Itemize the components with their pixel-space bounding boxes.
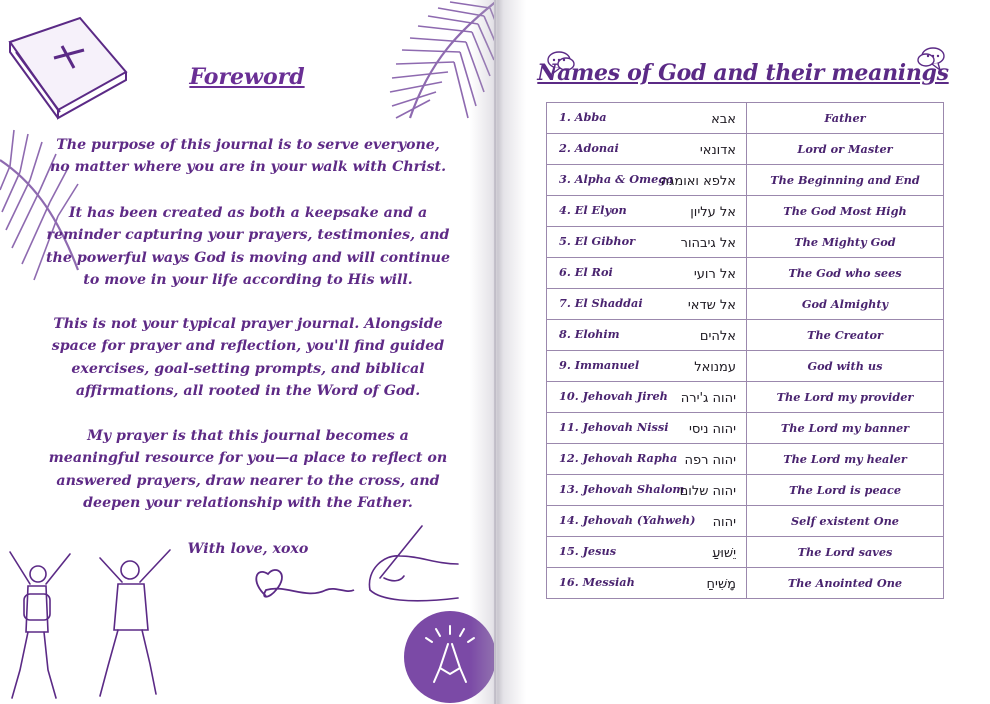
meaning-cell: God with us: [747, 351, 944, 382]
meaning-cell: The Lord saves: [747, 537, 944, 568]
palm-leaf-top-icon: [330, 0, 494, 120]
hebrew-cell: יהוה ג'ירה: [680, 391, 736, 406]
table-row: [547, 289, 944, 320]
name-cell: 16. Messiah: [559, 575, 635, 589]
hebrew-cell: יֵשׁוּעַ: [712, 546, 736, 561]
foreword-paragraph: It has been created as both a keepsake and a reminder capturing your prayers, testimonies, and the powerful ways God is moving and will continue to move in your life according to His will.: [46, 205, 450, 289]
table-row: [547, 475, 944, 506]
name-cell: 14. Jehovah (Yahweh): [559, 513, 696, 527]
table-row: [547, 320, 944, 351]
name-cell: 12. Jehovah Rapha: [559, 451, 678, 465]
meaning-cell: Lord or Master: [747, 134, 944, 165]
table-row: [547, 134, 944, 165]
name-cell: 1. Abba: [559, 110, 607, 124]
name-cell: 8. Elohim: [559, 327, 620, 341]
foreword-paragraph: The purpose of this journal is to serve everyone, no matter where you are in your walk with Christ.: [49, 137, 447, 176]
page-title: Names of God and their meanings: [537, 60, 949, 86]
meaning-cell: The Mighty God: [747, 227, 944, 258]
names-table: [546, 102, 944, 599]
page-title: Foreword: [189, 64, 305, 90]
meaning-cell: The Anointed One: [747, 568, 944, 599]
right-page: [496, 0, 990, 704]
name-cell: 10. Jehovah Jireh: [559, 389, 668, 403]
table-row: [547, 413, 944, 444]
name-cell: 13. Jehovah Shalom: [559, 482, 685, 496]
meaning-cell: The Lord my banner: [747, 413, 944, 444]
hebrew-cell: אל שדאי: [687, 298, 736, 313]
celebrating-people-icon: [0, 540, 190, 704]
table-row: [547, 351, 944, 382]
name-cell: 5. El Gibhor: [559, 234, 636, 248]
left-page: [0, 0, 494, 704]
hebrew-cell: אל רועי: [693, 267, 736, 282]
hebrew-cell: מָשִׁיחַ: [706, 577, 736, 592]
meaning-cell: The Beginning and End: [747, 165, 944, 196]
meaning-cell: God Almighty: [747, 289, 944, 320]
hebrew-cell: אל גיבהור: [680, 236, 736, 251]
meaning-cell: Self existent One: [747, 506, 944, 537]
table-row: [547, 382, 944, 413]
name-cell: 4. El Elyon: [559, 203, 627, 217]
hebrew-cell: אל עליון: [690, 205, 736, 220]
table-row: [547, 227, 944, 258]
foreword-paragraph: My prayer is that this journal becomes a meaningful resource for you—a place to reflect on answered prayers, draw nearer to the cross, and deepen your relationship with the Father.: [48, 428, 448, 512]
name-cell: 2. Adonai: [559, 141, 619, 155]
name-cell: 15. Jesus: [559, 544, 617, 558]
meaning-cell: The God who sees: [747, 258, 944, 289]
table-row: [547, 568, 944, 599]
name-cell: 7. El Shaddai: [559, 296, 643, 310]
hebrew-cell: עמנואל: [694, 360, 736, 375]
hebrew-cell: אלהים: [699, 329, 736, 344]
meaning-cell: The Lord my provider: [747, 382, 944, 413]
hebrew-cell: אדונאי: [699, 143, 736, 158]
name-cell: 3. Alpha & Omega: [559, 172, 674, 186]
signoff: With love, xoxo: [187, 541, 309, 557]
meaning-cell: The Lord is peace: [747, 475, 944, 506]
hebrew-cell: אבא: [711, 112, 736, 127]
table-row: [547, 537, 944, 568]
hebrew-cell: יהוה רפה: [684, 453, 736, 468]
foreword-paragraph: This is not your typical prayer journal. Alongside space for prayer and reflection, you'll find guided exercises, goal-setting prompts, and biblical affirmations, all rooted in the Word of God.: [51, 316, 445, 400]
table-row: [547, 444, 944, 475]
table-row: [547, 258, 944, 289]
praying-hands-badge-icon: [404, 610, 494, 704]
table-row: [547, 506, 944, 537]
meaning-cell: Father: [747, 103, 944, 134]
hebrew-cell: יהוה: [712, 515, 736, 530]
writing-hand-icon: [340, 520, 460, 610]
hebrew-cell: אלפא ואומגה: [660, 174, 736, 189]
table-row: [547, 196, 944, 227]
table-row: [547, 165, 944, 196]
meaning-cell: The God Most High: [747, 196, 944, 227]
name-cell: 11. Jehovah Nissi: [559, 420, 669, 434]
name-cell: 9. Immanuel: [559, 358, 640, 372]
meaning-cell: The Creator: [747, 320, 944, 351]
hebrew-cell: יהוה ניסי: [688, 422, 736, 437]
table-row: [547, 103, 944, 134]
meaning-cell: The Lord my healer: [747, 444, 944, 475]
name-cell: 6. El Roi: [559, 265, 613, 279]
hebrew-cell: יהוה שלום: [679, 484, 736, 499]
